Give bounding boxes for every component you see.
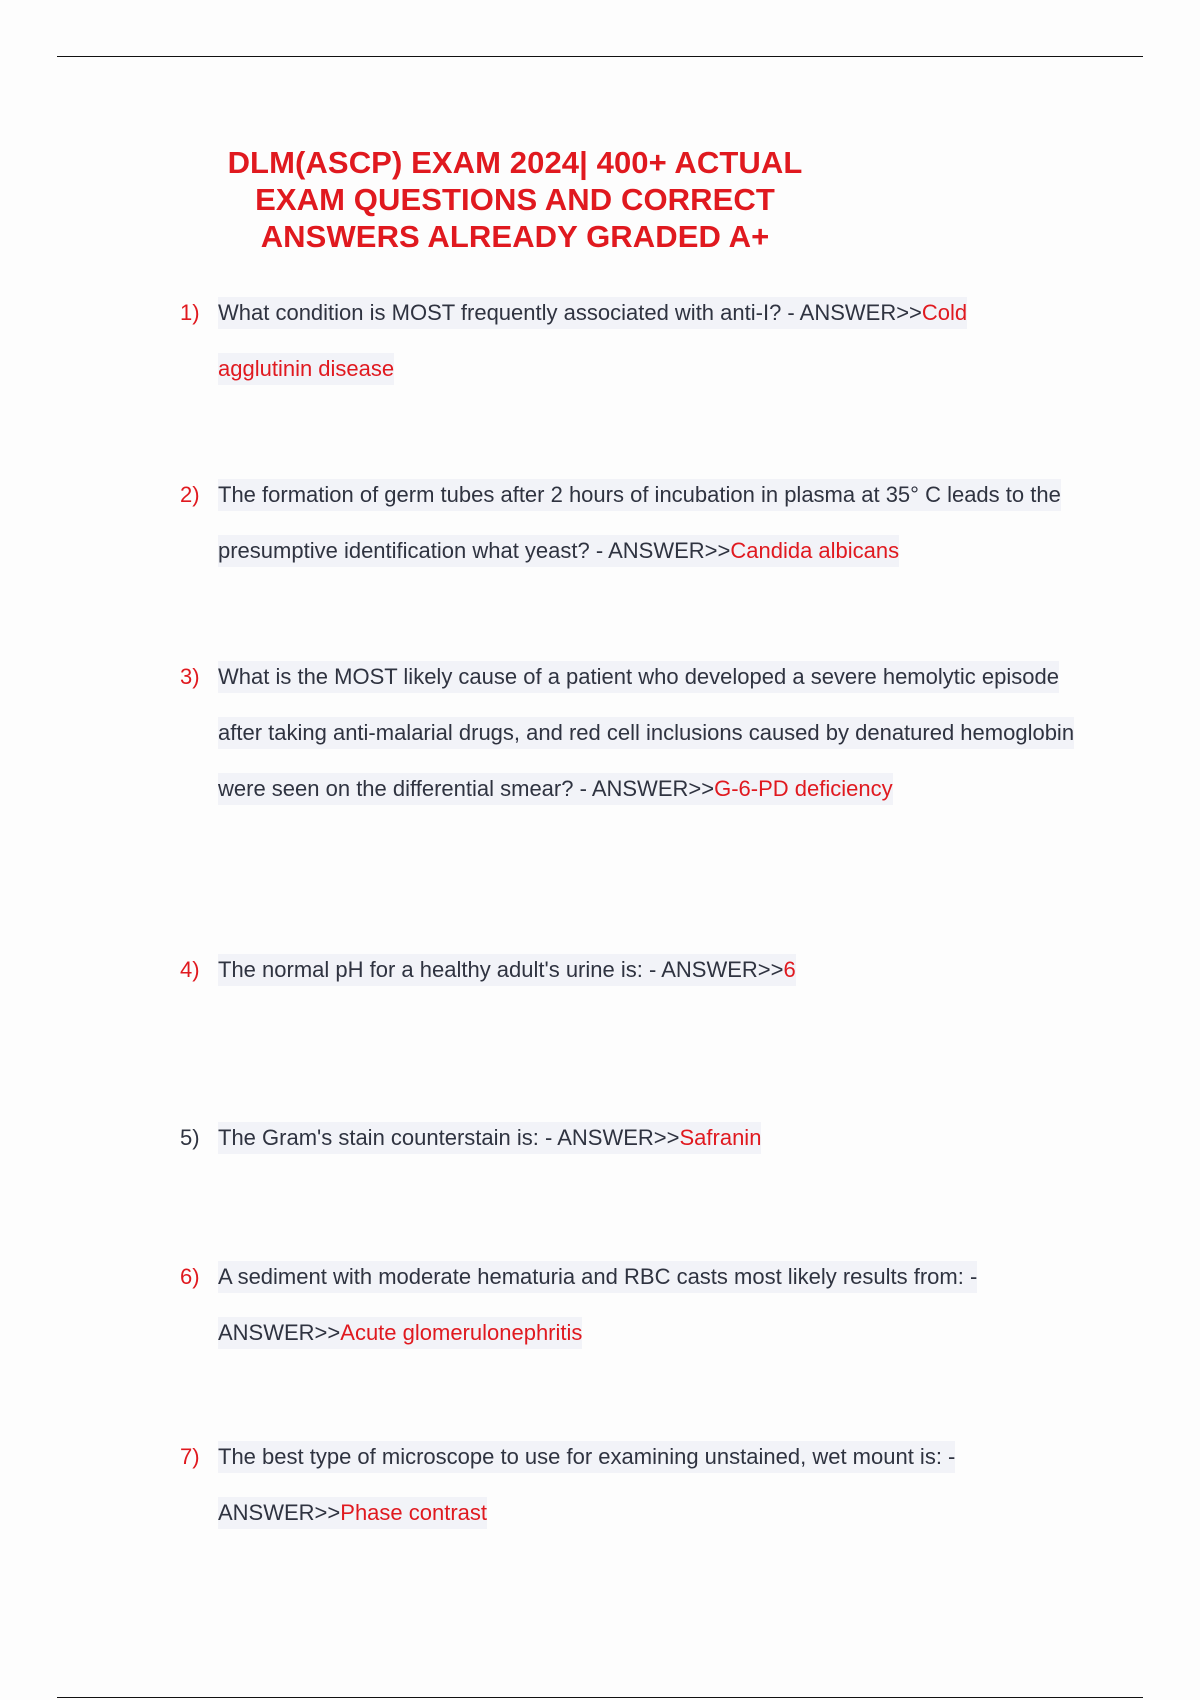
question-item-3 <box>180 649 1100 817</box>
question-item-4 <box>180 942 1100 998</box>
title-line-1: DLM(ASCP) EXAM 2024| 400+ ACTUAL <box>227 145 803 180</box>
question-text: The Gram's stain counterstain is: - <box>218 1125 558 1150</box>
answer-text: Candida albicans <box>730 538 900 563</box>
answer-marker: ANSWER>> <box>218 1500 341 1525</box>
question-number: 1) <box>180 300 200 325</box>
title-line-3: ANSWERS ALREADY GRADED A+ <box>260 219 770 254</box>
answer-marker: ANSWER>> <box>661 957 784 982</box>
answer-marker: ANSWER>> <box>557 1125 680 1150</box>
question-text: The formation of germ tubes after 2 hours of incubation in plasma at 35° C leads to the presumptive identification what yeast? - <box>218 482 1061 563</box>
answer-text: 6 <box>783 957 796 982</box>
page-top-rule <box>57 56 1143 57</box>
question-number: 2) <box>180 482 200 507</box>
question-number: 5) <box>180 1125 200 1150</box>
question-number: 7) <box>180 1444 200 1469</box>
title-line-2: EXAM QUESTIONS AND CORRECT <box>255 182 775 217</box>
document-title <box>200 144 830 255</box>
answer-text: Safranin <box>679 1125 762 1150</box>
question-item-7 <box>180 1429 1100 1541</box>
page-bottom-rule <box>57 1697 1143 1698</box>
answer-marker: ANSWER>> <box>218 1320 341 1345</box>
question-item-5 <box>180 1110 1100 1166</box>
answer-marker: ANSWER>> <box>591 776 715 801</box>
answer-marker: ANSWER>> <box>799 300 922 325</box>
answer-marker: ANSWER>> <box>608 538 731 563</box>
question-text: The normal pH for a healthy adult's urine is: - <box>218 957 662 982</box>
answer-text: Phase contrast <box>340 1500 488 1525</box>
answer-text: Acute glomerulonephritis <box>340 1320 583 1345</box>
question-text: A sediment with moderate hematuria and RBC casts most likely results from: - <box>218 1264 978 1289</box>
question-item-1 <box>180 285 1100 397</box>
question-number: 6) <box>180 1264 200 1289</box>
question-text: What is the MOST likely cause of a patient who developed a severe hemolytic episode after taking anti-malarial drugs, and red cell inclusions caused by denatured hemoglobin were seen on the differential smear? - <box>218 664 1075 801</box>
answer-text: Cold agglutinin disease <box>218 300 968 381</box>
question-number: 3) <box>180 664 200 689</box>
question-text: The best type of microscope to use for examining unstained, wet mount is: - <box>218 1444 956 1469</box>
question-item-2 <box>180 467 1100 579</box>
question-number: 4) <box>180 957 200 982</box>
answer-text: G-6-PD deficiency <box>714 776 893 801</box>
question-item-6 <box>180 1249 1100 1361</box>
question-text: What condition is MOST frequently associated with anti-I? - <box>218 300 800 325</box>
